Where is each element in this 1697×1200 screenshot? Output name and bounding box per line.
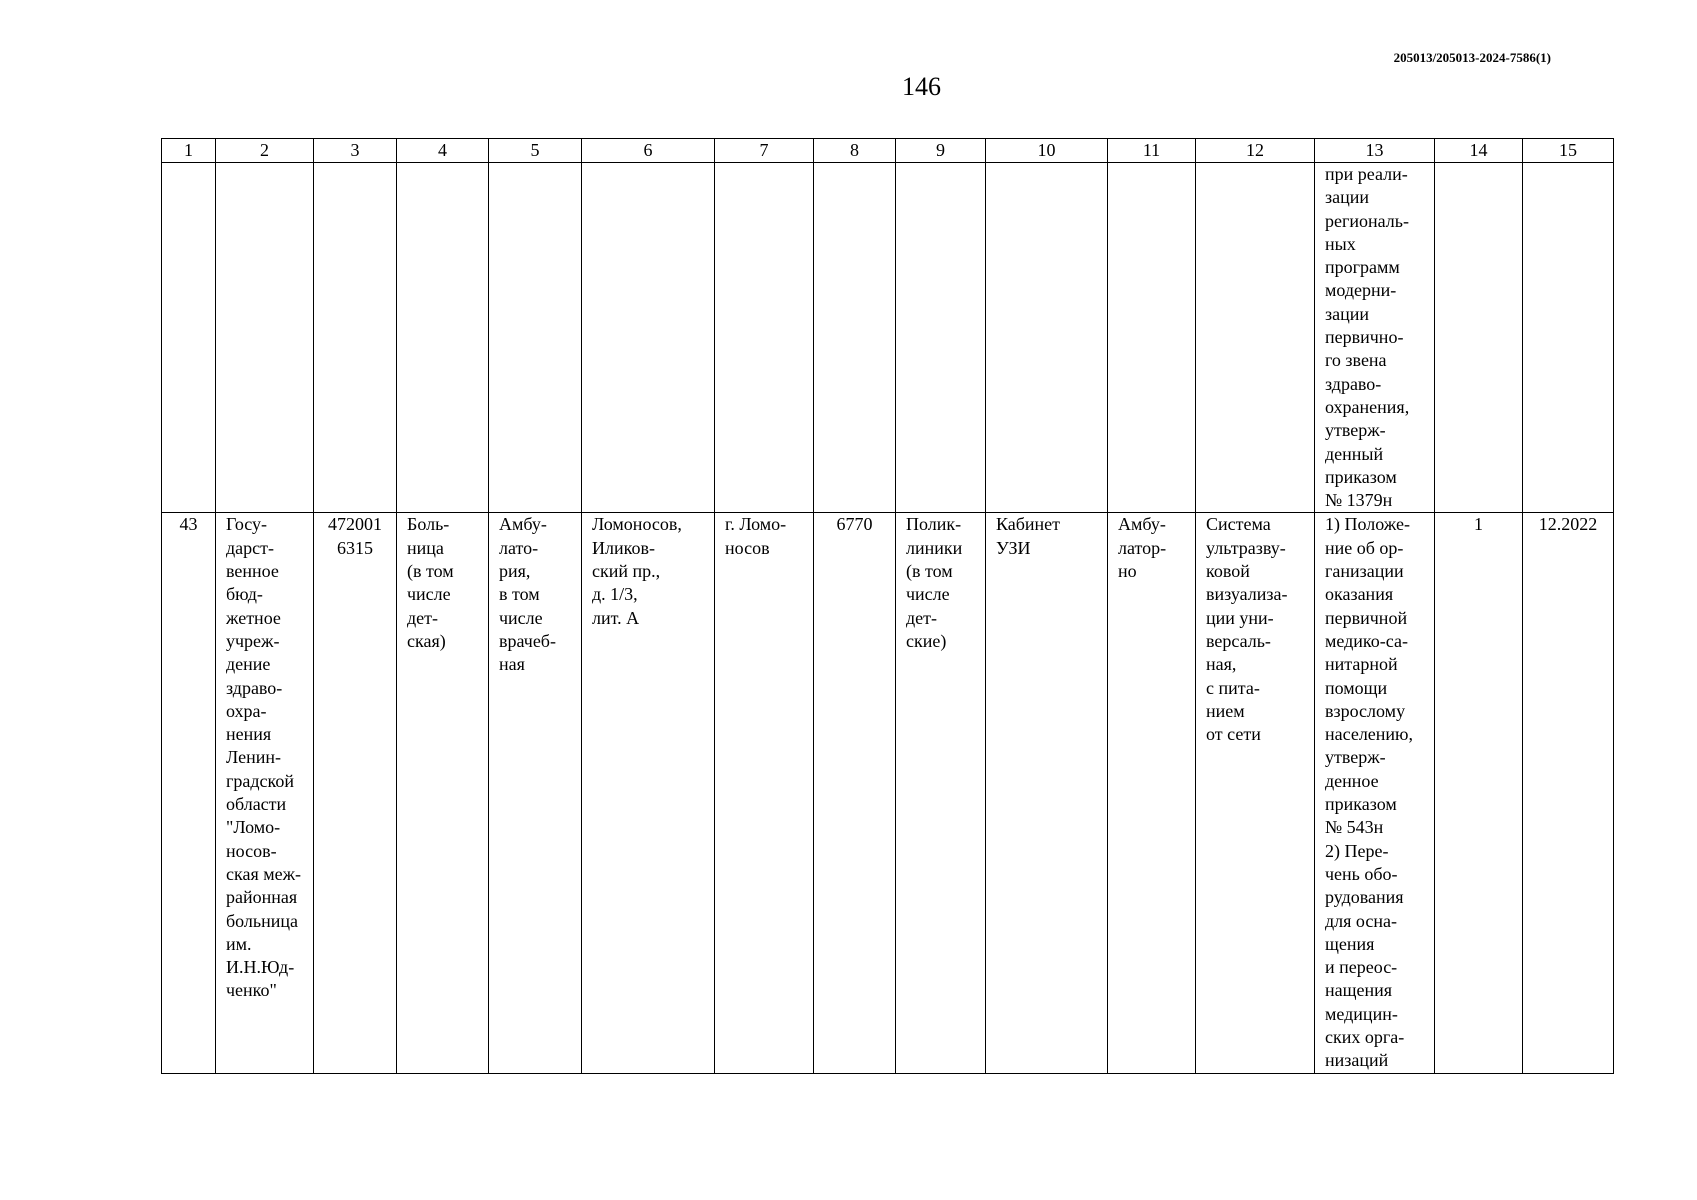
table-cell [216, 163, 314, 513]
table-cell [314, 163, 397, 513]
table-cell [715, 163, 814, 513]
table-cell-equipment: Система ультразву- ковой визуализа- ции уни- версаль- ная, с пита- нием от сети [1196, 513, 1315, 1074]
page-number: 146 [902, 72, 941, 101]
column-header: 10 [986, 139, 1108, 163]
column-header: 7 [715, 139, 814, 163]
table-cell-organization: Госу- дарст- венное бюд- жетное учреж- дение здраво- охра- нения Ленин- градской области "Ломо- носов- ская меж- районная больница им. И.Н.Юд- ченко" [216, 513, 314, 1074]
table-cell [1108, 163, 1196, 513]
table-cell-conditions: Амбу- латор- но [1108, 513, 1196, 1074]
table-cell-address: Ломоносов, Иликов- ский пр., д. 1/3, лит. А [582, 513, 715, 1074]
table-cell-date: 12.2022 [1523, 513, 1614, 1074]
register-table [161, 138, 1614, 1074]
table-cell-facility-type: Боль- ница (в том числе дет- ская) [397, 513, 489, 1074]
table-cell-unit: Полик- линики (в том числе дет- ские) [896, 513, 986, 1074]
column-header: 9 [896, 139, 986, 163]
table-cell-row-number: 43 [162, 513, 216, 1074]
column-header: 8 [814, 139, 896, 163]
column-header: 3 [314, 139, 397, 163]
table-cell-locality: г. Ломо- носов [715, 513, 814, 1074]
table-cell [1435, 163, 1523, 513]
table-cell [397, 163, 489, 513]
column-header: 1 [162, 139, 216, 163]
table-cell [489, 163, 582, 513]
column-header: 6 [582, 139, 715, 163]
document-id: 205013/205013-2024-7586(1) [1393, 50, 1551, 65]
table-cell-legal-basis: при реали- зации региональ- ных программ модерни- зации первично- го звена здраво- охранения, утверж- денный приказом № 1379н [1315, 163, 1435, 513]
column-header: 14 [1435, 139, 1523, 163]
column-header: 13 [1315, 139, 1435, 163]
column-header: 2 [216, 139, 314, 163]
table-cell [986, 163, 1108, 513]
table-row-continuation [162, 163, 1614, 513]
table-cell [1196, 163, 1315, 513]
table-cell-code: 6770 [814, 513, 896, 1074]
table-cell-legal-basis: 1) Положе- ние об ор- ганизации оказания первичной медико-са- нитарной помощи взрослому населению, утверж- денное приказом № 543н 2) Пере- чень обо- рудования для осна- щения и переос- нащения медицин- ских орга- низаций [1315, 513, 1435, 1074]
column-header: 15 [1523, 139, 1614, 163]
column-header: 11 [1108, 139, 1196, 163]
column-header: 12 [1196, 139, 1315, 163]
table-row-43 [162, 513, 1614, 1074]
table-cell [814, 163, 896, 513]
table-cell [162, 163, 216, 513]
table-cell-quantity: 1 [1435, 513, 1523, 1074]
table-cell-room: Кабинет УЗИ [986, 513, 1108, 1074]
table-cell-inn: 472001 6315 [314, 513, 397, 1074]
column-header: 5 [489, 139, 582, 163]
table-cell-care-type: Амбу- лато- рия, в том числе врачеб- ная [489, 513, 582, 1074]
table-cell [1523, 163, 1614, 513]
table-cell [582, 163, 715, 513]
column-number-row [162, 139, 1614, 163]
column-header: 4 [397, 139, 489, 163]
table-cell [896, 163, 986, 513]
